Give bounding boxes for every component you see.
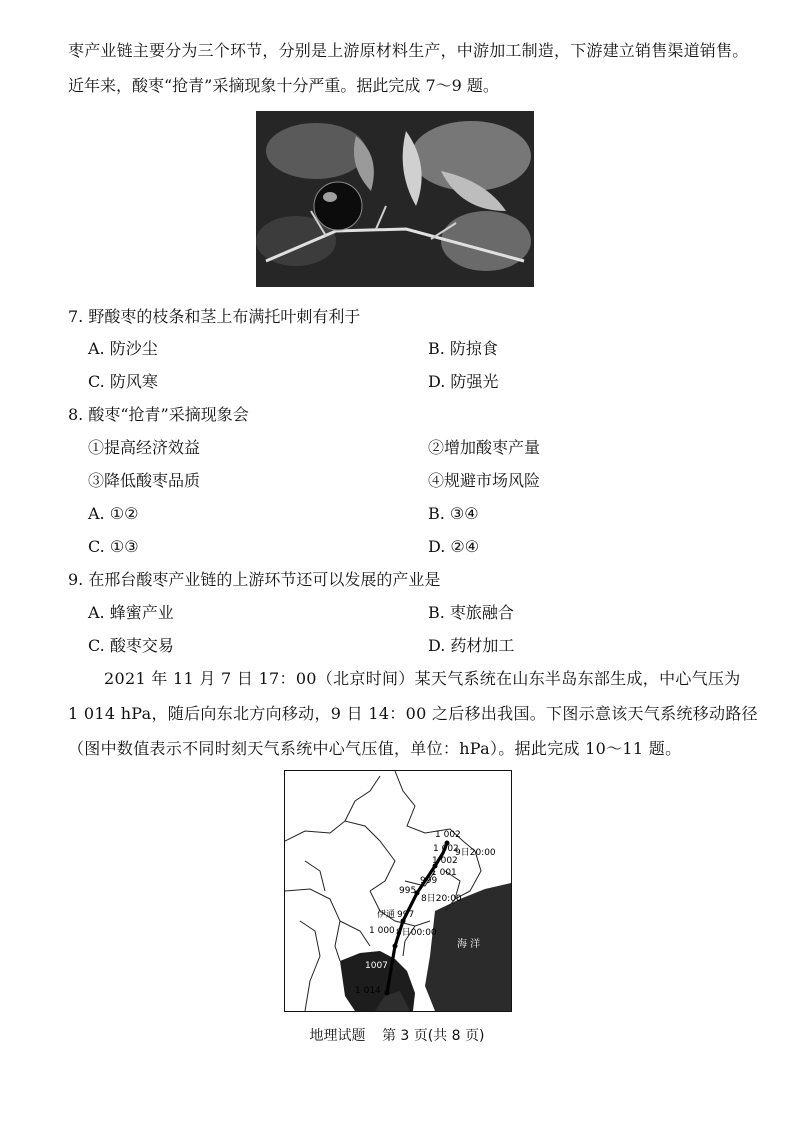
- map-svg: [285, 771, 511, 1011]
- jujube-photo-illustration: [256, 111, 534, 287]
- label-sea: 海 洋: [457, 939, 481, 950]
- intro-line-2: 近年来，酸枣“抢青”采摘现象十分严重。据此完成 7～9 题。: [68, 76, 499, 95]
- page-footer: [0, 1025, 794, 1045]
- question-8-option-b: B. ③④: [428, 504, 479, 523]
- question-8-item-4: ④规避市场风险: [428, 471, 541, 490]
- label-1002-a: 1 002: [435, 830, 461, 840]
- label-1002-c: 1 002: [432, 856, 458, 866]
- label-9d2000: 9日20:00: [455, 848, 496, 858]
- label-1014: 1 014: [355, 986, 381, 996]
- question-7-option-c: C. 防风寒: [88, 372, 158, 391]
- question-9-option-a: A. 蜂蜜产业: [88, 603, 174, 622]
- question-7-stem: 7. 野酸枣的枝条和茎上布满托叶刺有利于: [68, 307, 361, 326]
- label-999: 999: [420, 876, 438, 886]
- label-1000: 1 000: [369, 926, 395, 936]
- paragraph-line-2: 1 014 hPa，随后向东北方向移动，9 日 14：00 之后移出我国。下图示意该天气系统移动路径: [68, 704, 758, 723]
- question-8-stem: 8. 酸枣“抢青”采摘现象会: [68, 405, 249, 424]
- footer-page: 第 3 页(共 8 页): [381, 1028, 485, 1044]
- question-7-option-a: A. 防沙尘: [88, 339, 158, 358]
- label-997: 997: [397, 910, 415, 920]
- footer-subject: 地理试题: [309, 1028, 366, 1044]
- question-9-stem: 9. 在邢台酸枣产业链的上游环节还可以发展的产业是: [68, 570, 441, 589]
- question-9-option-c: C. 酸枣交易: [88, 636, 174, 655]
- question-9-option-b: B. 枣旅融合: [428, 603, 514, 622]
- question-7-option-b: B. 防掠食: [428, 339, 498, 358]
- label-995: 995: [399, 886, 417, 896]
- paragraph-line-1: 2021 年 11 月 7 日 17：00（北京时间）某天气系统在山东半岛东部生成，中心气压为: [104, 669, 741, 688]
- label-8d0000: 8日00:00: [396, 928, 437, 938]
- question-8-item-2: ②增加酸枣产量: [428, 438, 541, 457]
- label-8d2000: 8日20:00: [421, 894, 462, 904]
- question-9-option-d: D. 药材加工: [428, 636, 515, 655]
- label-1007: 1007: [365, 961, 388, 971]
- label-1002-b: 1 002: [433, 844, 459, 854]
- paragraph-line-3: （图中数值表示不同时刻天气系统中心气压值，单位：hPa）。据此完成 10～11 题。: [68, 739, 682, 758]
- question-8-option-a: A. ①②: [88, 504, 139, 523]
- label-1001: 1 001: [431, 868, 457, 878]
- question-8-item-3: ③降低酸枣品质: [88, 471, 201, 490]
- question-8-item-1: ①提高经济效益: [88, 438, 201, 457]
- label-yitong: 伊通: [377, 910, 396, 920]
- weather-track-map: [284, 770, 512, 1012]
- intro-line-1: 枣产业链主要分为三个环节，分别是上游原材料生产，中游加工制造，下游建立销售渠道销售。: [68, 41, 749, 60]
- question-8-option-c: C. ①③: [88, 537, 139, 556]
- jujube-photo: [256, 111, 534, 287]
- question-7-option-d: D. 防强光: [428, 372, 499, 391]
- question-8-option-d: D. ②④: [428, 537, 480, 556]
